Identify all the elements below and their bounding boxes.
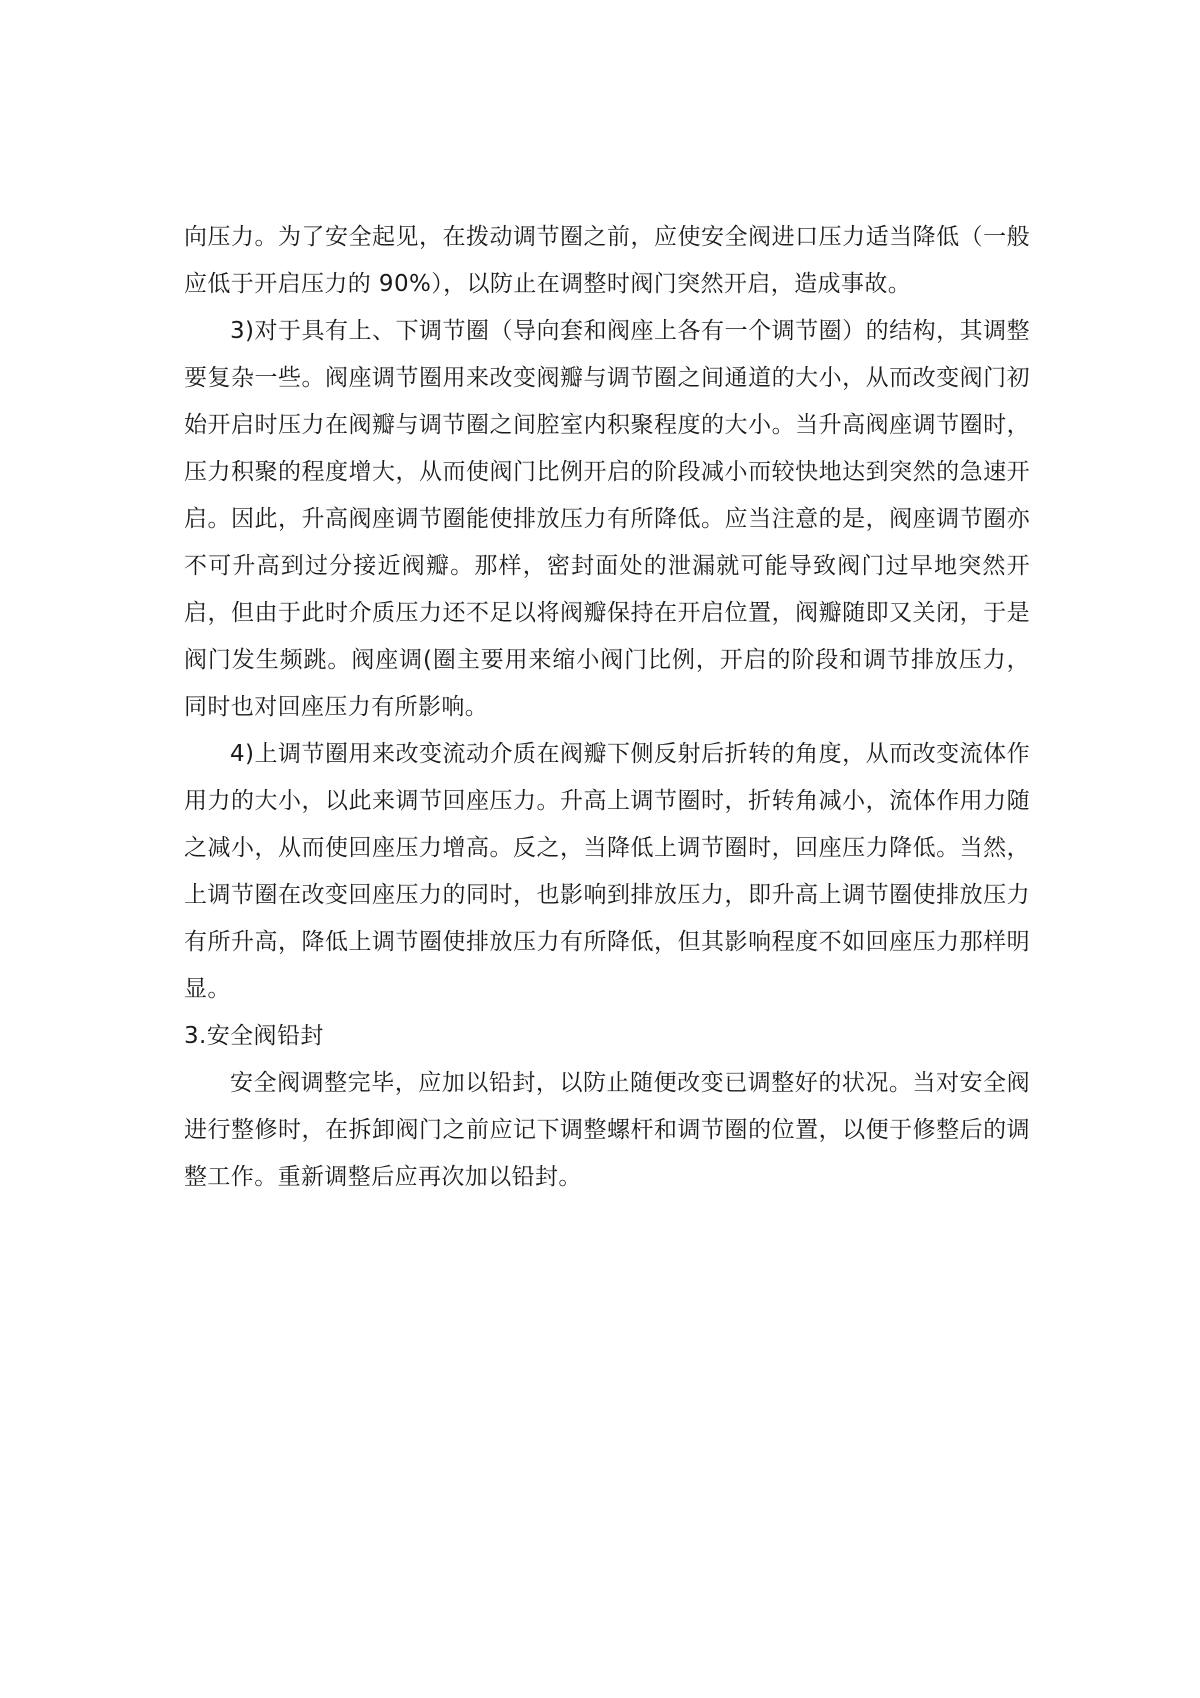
- paragraph-item-4: 4)上调节圈用来改变流动介质在阀瓣下侧反射后折转的角度，从而改变流体作用力的大小，以此来调节回座压力。升高上调节圈时，折转角减小，流体作用力随之减小，从而使回座压力增高。反之，当降低上调节圈时，回座压力降低。当然，上调节圈在改变回座压力的同时，也影响到排放压力，即升高上调节圈使排放压力有所升高，降低上调节圈使排放压力有所降低，但其影响程度不如回座压力那样明显。: [184, 741, 1030, 1002]
- section-heading: 3.安全阀铅封: [184, 1023, 324, 1049]
- paragraph-continuation: 向压力。为了安全起见，在拨动调节圈之前，应使安全阀进口压力适当降低（一般应低于开启压力的 90%），以防止在调整时阀门突然开启，造成事故。: [184, 224, 1030, 297]
- paragraph-lead-seal: 安全阀调整完毕，应加以铅封，以防止随便改变已调整好的状况。当对安全阀进行整修时，在拆卸阀门之前应记下调整螺杆和调节圈的位置，以便于修整后的调整工作。重新调整后应再次加以铅封。: [184, 1070, 1030, 1190]
- document-body: [184, 214, 1030, 1201]
- paragraph-item-3: 3)对于具有上、下调节圈（导向套和阀座上各有一个调节圈）的结构，其调整要复杂一些。阀座调节圈用来改变阀瓣与调节圈之间通道的大小，从而改变阀门初始开启时压力在阀瓣与调节圈之间腔室内积聚程度的大小。当升高阀座调节圈时，压力积聚的程度增大，从而使阀门比例开启的阶段减小而较快地达到突然的急速开启。因此，升高阀座调节圈能使排放压力有所降低。应当注意的是，阀座调节圈亦不可升高到过分接近阀瓣。那样，密封面处的泄漏就可能导致阀门过早地突然开启，但由于此时介质压力还不足以将阀瓣保持在开启位置，阀瓣随即又关闭，于是阀门发生频跳。阀座调(圈主要用来缩小阀门比例，开启的阶段和调节排放压力，同时也对回座压力有所影响。: [184, 318, 1030, 720]
